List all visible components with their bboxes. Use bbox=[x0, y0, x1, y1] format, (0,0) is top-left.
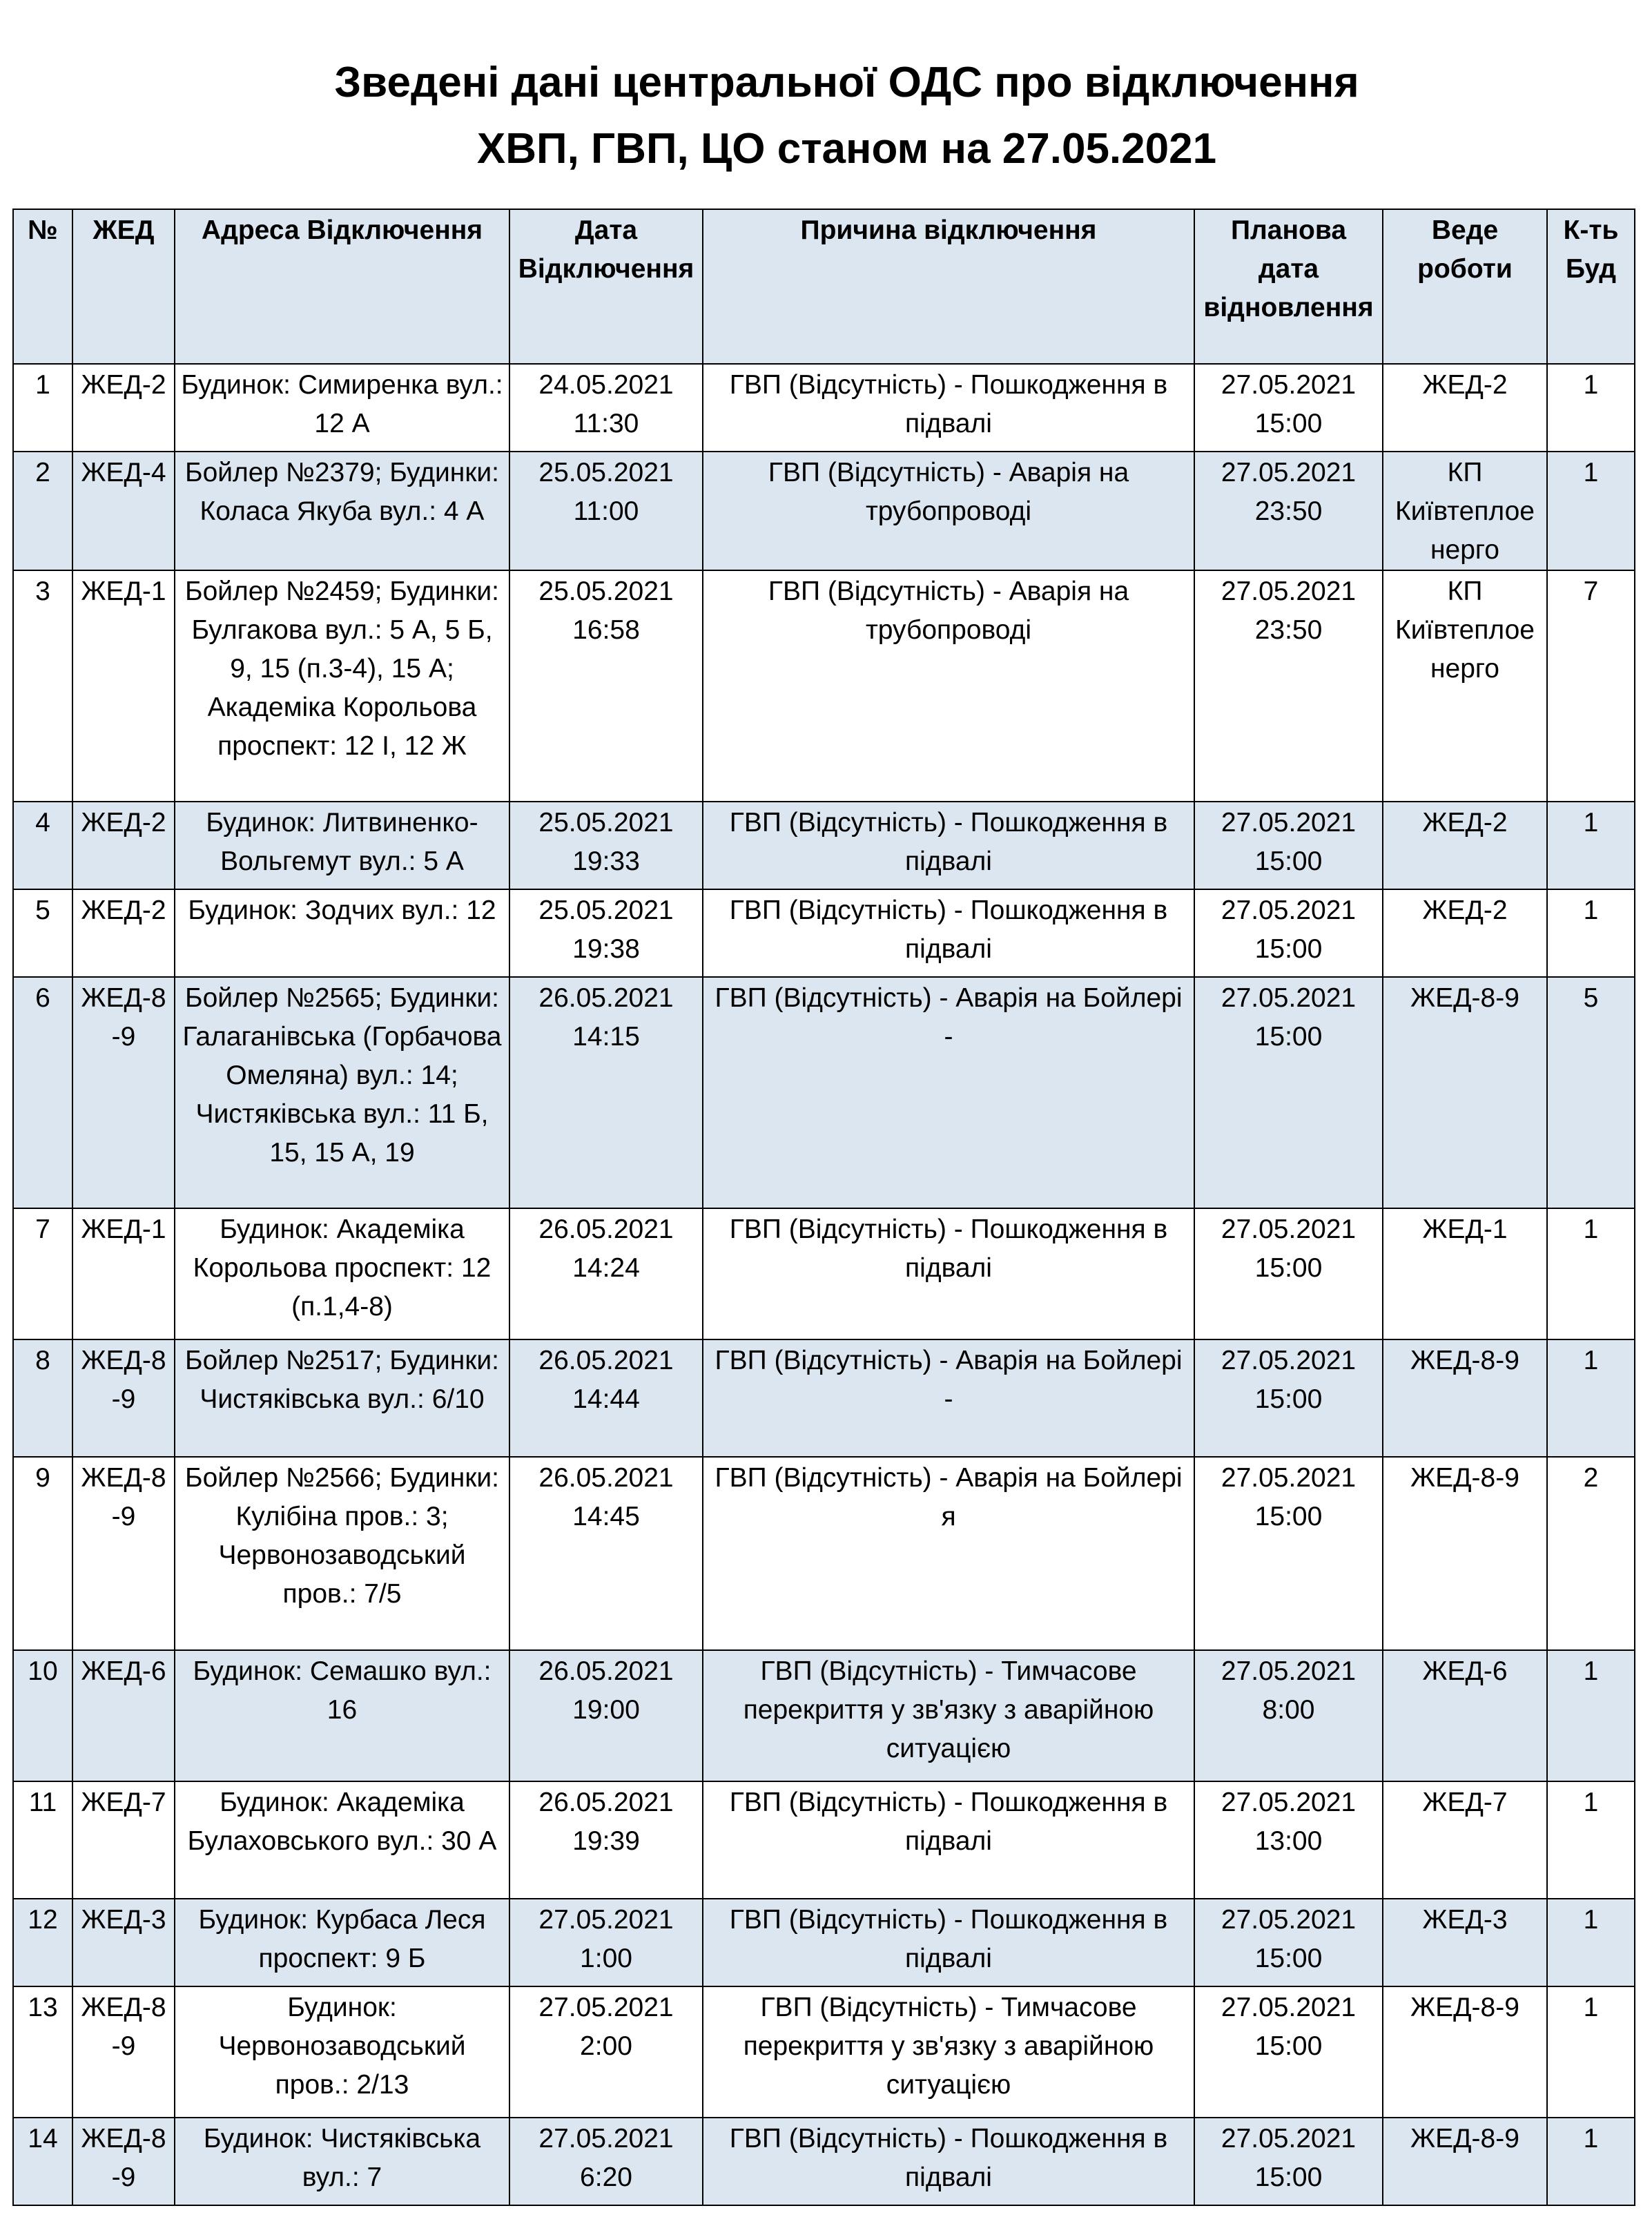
cell-date-off: 25.05.2021 19:38 bbox=[509, 889, 703, 977]
cell-count: 1 bbox=[1547, 2118, 1635, 2205]
cell-address: Будинок: Курбаса Леся проспект: 9 Б bbox=[175, 1899, 509, 1986]
cell-no: 4 bbox=[13, 802, 72, 889]
cell-no: 13 bbox=[13, 1986, 72, 2118]
cell-address: Будинок: Литвиненко-Вольгемут вул.: 5 А bbox=[175, 802, 509, 889]
cell-date-off: 25.05.2021 11:00 bbox=[509, 452, 703, 570]
table-row bbox=[13, 2118, 1635, 2205]
page-title: Зведені дані центральної ОДС про відключення bbox=[334, 59, 1359, 106]
cell-zhed: ЖЕД-7 bbox=[72, 1781, 175, 1899]
cell-address: Бойлер №2566; Будинки: Кулібіна пров.: 3; Червонозаводський пров.: 7/5 bbox=[175, 1457, 509, 1650]
col-header-date-off: Дата Відключення bbox=[509, 209, 703, 364]
cell-no: 10 bbox=[13, 1650, 72, 1781]
cell-zhed: ЖЕД-2 bbox=[72, 889, 175, 977]
cell-date-off: 24.05.2021 11:30 bbox=[509, 364, 703, 452]
cell-date-off: 27.05.2021 6:20 bbox=[509, 2118, 703, 2205]
cell-works: ЖЕД-2 bbox=[1383, 364, 1547, 452]
cell-address: Будинок: Академіка Корольова проспект: 12 (п.1,4-8) bbox=[175, 1208, 509, 1339]
cell-date-off: 26.05.2021 14:45 bbox=[509, 1457, 703, 1650]
cell-reason: ГВП (Відсутність) - Тимчасове перекриття у зв'язку з аварійною ситуацією bbox=[703, 1650, 1194, 1781]
cell-planned-date: 27.05.2021 15:00 bbox=[1194, 1339, 1383, 1457]
cell-address: Будинок: Зодчих вул.: 12 bbox=[175, 889, 509, 977]
cell-planned-date: 27.05.2021 15:00 bbox=[1194, 1899, 1383, 1986]
cell-zhed: ЖЕД-6 bbox=[72, 1650, 175, 1781]
cell-planned-date: 27.05.2021 15:00 bbox=[1194, 977, 1383, 1208]
cell-works: ЖЕД-8-9 bbox=[1383, 1457, 1547, 1650]
table-row bbox=[13, 364, 1635, 452]
cell-address: Будинок: Симиренка вул.: 12 А bbox=[175, 364, 509, 452]
cell-address: Будинок: Семашко вул.: 16 bbox=[175, 1650, 509, 1781]
table-row bbox=[13, 1986, 1635, 2118]
cell-zhed: ЖЕД-3 bbox=[72, 1899, 175, 1986]
cell-planned-date: 27.05.2021 8:00 bbox=[1194, 1650, 1383, 1781]
cell-date-off: 27.05.2021 1:00 bbox=[509, 1899, 703, 1986]
cell-count: 1 bbox=[1547, 1781, 1635, 1899]
cell-zhed: ЖЕД-2 bbox=[72, 364, 175, 452]
cell-date-off: 26.05.2021 14:24 bbox=[509, 1208, 703, 1339]
table-row bbox=[13, 1899, 1635, 1986]
cell-works: ЖЕД-8-9 bbox=[1383, 1986, 1547, 2118]
cell-reason: ГВП (Відсутність) - Аварія на Бойлері - bbox=[703, 1339, 1194, 1457]
cell-no: 8 bbox=[13, 1339, 72, 1457]
cell-count: 1 bbox=[1547, 452, 1635, 570]
cell-address: Бойлер №2459; Будинки: Булгакова вул.: 5 А, 5 Б, 9, 15 (п.3-4), 15 А; Академіка Корольова проспект: 12 І, 12 Ж bbox=[175, 570, 509, 802]
cell-count: 2 bbox=[1547, 1457, 1635, 1650]
cell-no: 2 bbox=[13, 452, 72, 570]
table-row bbox=[13, 802, 1635, 889]
cell-count: 1 bbox=[1547, 1650, 1635, 1781]
table-row bbox=[13, 1650, 1635, 1781]
cell-planned-date: 27.05.2021 23:50 bbox=[1194, 452, 1383, 570]
cell-planned-date: 27.05.2021 15:00 bbox=[1194, 2118, 1383, 2205]
cell-no: 1 bbox=[13, 364, 72, 452]
cell-date-off: 27.05.2021 2:00 bbox=[509, 1986, 703, 2118]
cell-planned-date: 27.05.2021 15:00 bbox=[1194, 1208, 1383, 1339]
col-header-address: Адреса Відключення bbox=[175, 209, 509, 364]
table-row bbox=[13, 1781, 1635, 1899]
cell-no: 11 bbox=[13, 1781, 72, 1899]
cell-no: 14 bbox=[13, 2118, 72, 2205]
cell-reason: ГВП (Відсутність) - Аварія на трубопроводі bbox=[703, 452, 1194, 570]
table-row bbox=[13, 1339, 1635, 1457]
cell-date-off: 26.05.2021 14:44 bbox=[509, 1339, 703, 1457]
table-row bbox=[13, 1457, 1635, 1650]
cell-no: 5 bbox=[13, 889, 72, 977]
col-header-works: Веде роботи bbox=[1383, 209, 1547, 364]
cell-reason: ГВП (Відсутність) - Пошкодження в підвалі bbox=[703, 364, 1194, 452]
cell-date-off: 26.05.2021 19:00 bbox=[509, 1650, 703, 1781]
cell-no: 9 bbox=[13, 1457, 72, 1650]
cell-planned-date: 27.05.2021 15:00 bbox=[1194, 364, 1383, 452]
cell-count: 1 bbox=[1547, 802, 1635, 889]
cell-works: КП Київтеплоенерго bbox=[1383, 452, 1547, 570]
col-header-count: К-ть Буд bbox=[1547, 209, 1635, 364]
cell-reason: ГВП (Відсутність) - Аварія на Бойлері я bbox=[703, 1457, 1194, 1650]
cell-works: ЖЕД-3 bbox=[1383, 1899, 1547, 1986]
cell-date-off: 25.05.2021 16:58 bbox=[509, 570, 703, 802]
cell-zhed: ЖЕД-8-9 bbox=[72, 1986, 175, 2118]
cell-count: 1 bbox=[1547, 889, 1635, 977]
cell-no: 12 bbox=[13, 1899, 72, 1986]
col-header-no: № bbox=[13, 209, 72, 364]
cell-no: 7 bbox=[13, 1208, 72, 1339]
page-subtitle: ХВП, ГВП, ЦО станом на 27.05.2021 bbox=[476, 125, 1217, 173]
cell-planned-date: 27.05.2021 15:00 bbox=[1194, 802, 1383, 889]
cell-works: ЖЕД-8-9 bbox=[1383, 1339, 1547, 1457]
cell-planned-date: 27.05.2021 15:00 bbox=[1194, 1457, 1383, 1650]
cell-works: ЖЕД-8-9 bbox=[1383, 2118, 1547, 2205]
cell-works: ЖЕД-1 bbox=[1383, 1208, 1547, 1339]
cell-zhed: ЖЕД-4 bbox=[72, 452, 175, 570]
cell-planned-date: 27.05.2021 15:00 bbox=[1194, 1986, 1383, 2118]
cell-reason: ГВП (Відсутність) - Аварія на Бойлері - bbox=[703, 977, 1194, 1208]
cell-date-off: 25.05.2021 19:33 bbox=[509, 802, 703, 889]
outage-table bbox=[12, 209, 1635, 2206]
table-row bbox=[13, 452, 1635, 570]
cell-zhed: ЖЕД-8-9 bbox=[72, 1457, 175, 1650]
cell-address: Будинок: Чистяківська вул.: 7 bbox=[175, 2118, 509, 2205]
cell-zhed: ЖЕД-2 bbox=[72, 802, 175, 889]
cell-planned-date: 27.05.2021 23:50 bbox=[1194, 570, 1383, 802]
cell-zhed: ЖЕД-1 bbox=[72, 1208, 175, 1339]
table-row bbox=[13, 889, 1635, 977]
cell-no: 3 bbox=[13, 570, 72, 802]
col-header-zhed: ЖЕД bbox=[72, 209, 175, 364]
cell-works: КП Київтеплоенерго bbox=[1383, 570, 1547, 802]
cell-date-off: 26.05.2021 19:39 bbox=[509, 1781, 703, 1899]
col-header-planned-date: Планова дата відновлення bbox=[1194, 209, 1383, 364]
cell-address: Будинок: Червонозаводський пров.: 2/13 bbox=[175, 1986, 509, 2118]
cell-address: Бойлер №2379; Будинки: Коласа Якуба вул.: 4 А bbox=[175, 452, 509, 570]
cell-no: 6 bbox=[13, 977, 72, 1208]
cell-address: Бойлер №2517; Будинки: Чистяківська вул.: 6/10 bbox=[175, 1339, 509, 1457]
col-header-reason: Причина відключення bbox=[703, 209, 1194, 364]
cell-reason: ГВП (Відсутність) - Пошкодження в підвалі bbox=[703, 1208, 1194, 1339]
cell-address: Бойлер №2565; Будинки: Галаганівська (Горбачова Омеляна) вул.: 14; Чистяківська вул.: 11 Б, 15, 15 А, 19 bbox=[175, 977, 509, 1208]
cell-zhed: ЖЕД-8-9 bbox=[72, 2118, 175, 2205]
cell-planned-date: 27.05.2021 15:00 bbox=[1194, 889, 1383, 977]
cell-reason: ГВП (Відсутність) - Пошкодження в підвалі bbox=[703, 2118, 1194, 2205]
cell-count: 1 bbox=[1547, 1899, 1635, 1986]
table-row bbox=[13, 1208, 1635, 1339]
cell-count: 1 bbox=[1547, 1986, 1635, 2118]
cell-count: 5 bbox=[1547, 977, 1635, 1208]
cell-address: Будинок: Академіка Булаховського вул.: 30 А bbox=[175, 1781, 509, 1899]
cell-zhed: ЖЕД-1 bbox=[72, 570, 175, 802]
cell-count: 1 bbox=[1547, 364, 1635, 452]
cell-reason: ГВП (Відсутність) - Пошкодження в підвалі bbox=[703, 1781, 1194, 1899]
cell-count: 7 bbox=[1547, 570, 1635, 802]
cell-reason: ГВП (Відсутність) - Пошкодження в підвалі bbox=[703, 1899, 1194, 1986]
cell-zhed: ЖЕД-8-9 bbox=[72, 977, 175, 1208]
table-row bbox=[13, 570, 1635, 802]
cell-works: ЖЕД-6 bbox=[1383, 1650, 1547, 1781]
cell-works: ЖЕД-2 bbox=[1383, 889, 1547, 977]
cell-works: ЖЕД-8-9 bbox=[1383, 977, 1547, 1208]
table-header-row bbox=[13, 209, 1635, 364]
cell-count: 1 bbox=[1547, 1339, 1635, 1457]
cell-planned-date: 27.05.2021 13:00 bbox=[1194, 1781, 1383, 1899]
cell-works: ЖЕД-2 bbox=[1383, 802, 1547, 889]
cell-date-off: 26.05.2021 14:15 bbox=[509, 977, 703, 1208]
cell-reason: ГВП (Відсутність) - Пошкодження в підвалі bbox=[703, 889, 1194, 977]
table-row bbox=[13, 977, 1635, 1208]
cell-reason: ГВП (Відсутність) - Аварія на трубопроводі bbox=[703, 570, 1194, 802]
cell-zhed: ЖЕД-8-9 bbox=[72, 1339, 175, 1457]
cell-reason: ГВП (Відсутність) - Пошкодження в підвалі bbox=[703, 802, 1194, 889]
cell-count: 1 bbox=[1547, 1208, 1635, 1339]
cell-works: ЖЕД-7 bbox=[1383, 1781, 1547, 1899]
cell-reason: ГВП (Відсутність) - Тимчасове перекриття у зв'язку з аварійною ситуацією bbox=[703, 1986, 1194, 2118]
